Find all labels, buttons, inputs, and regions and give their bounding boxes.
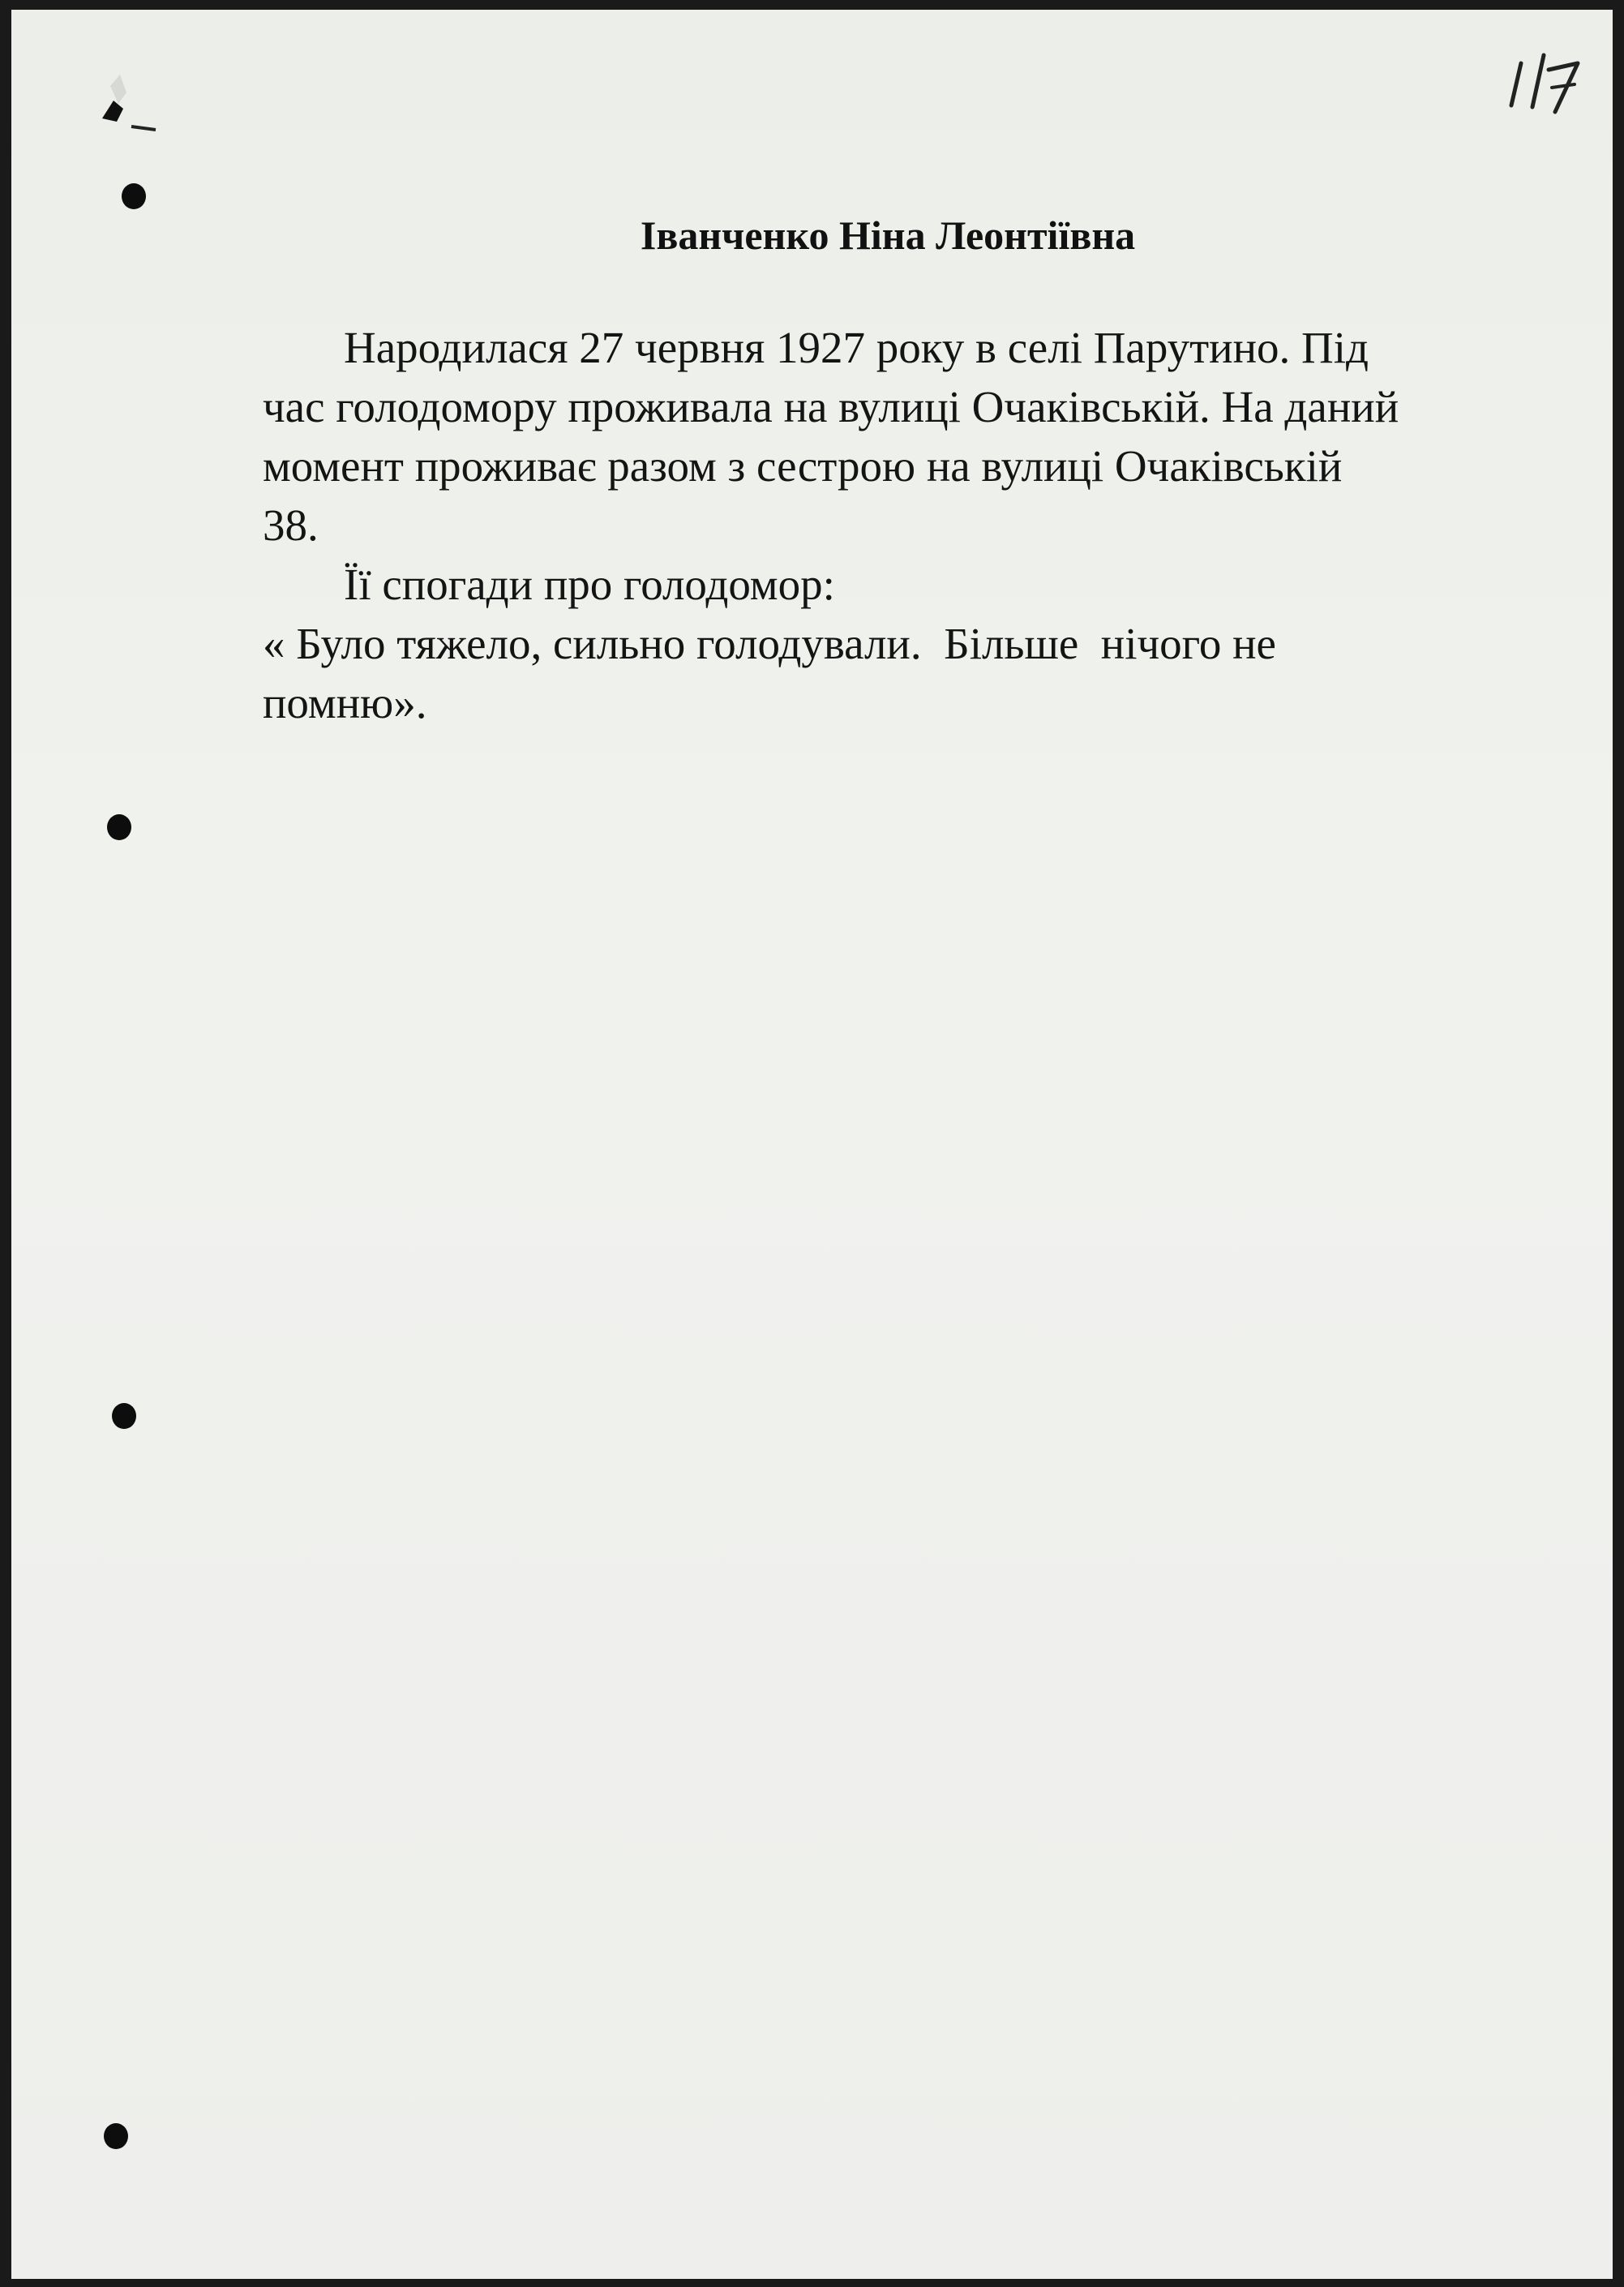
document-body xyxy=(263,318,1528,732)
body-line: Народилася 27 червня 1927 року в селі Парутино. Під xyxy=(344,323,1369,372)
document-page xyxy=(11,10,1613,2279)
punch-hole-icon xyxy=(112,1403,136,1429)
staple-mark-icon xyxy=(99,68,164,133)
body-line: 38. xyxy=(263,500,319,550)
punch-hole-icon xyxy=(104,2123,128,2149)
body-line: час голодомору проживала на вулиці Очаківській. На даний xyxy=(263,382,1399,431)
body-line: помню». xyxy=(263,678,427,727)
document-title: Іванченко Ніна Леонтіївна xyxy=(640,212,1136,258)
body-line: момент проживає разом з сестрою на вулиці Очаківській xyxy=(263,441,1343,491)
body-line: « Було тяжело, сильно голодували. Більше нічого не xyxy=(263,619,1276,668)
handwritten-page-number xyxy=(1493,42,1599,115)
body-line: Її спогади про голодомор: xyxy=(344,560,835,609)
punch-hole-icon xyxy=(107,814,131,840)
punch-hole-icon xyxy=(122,183,146,209)
